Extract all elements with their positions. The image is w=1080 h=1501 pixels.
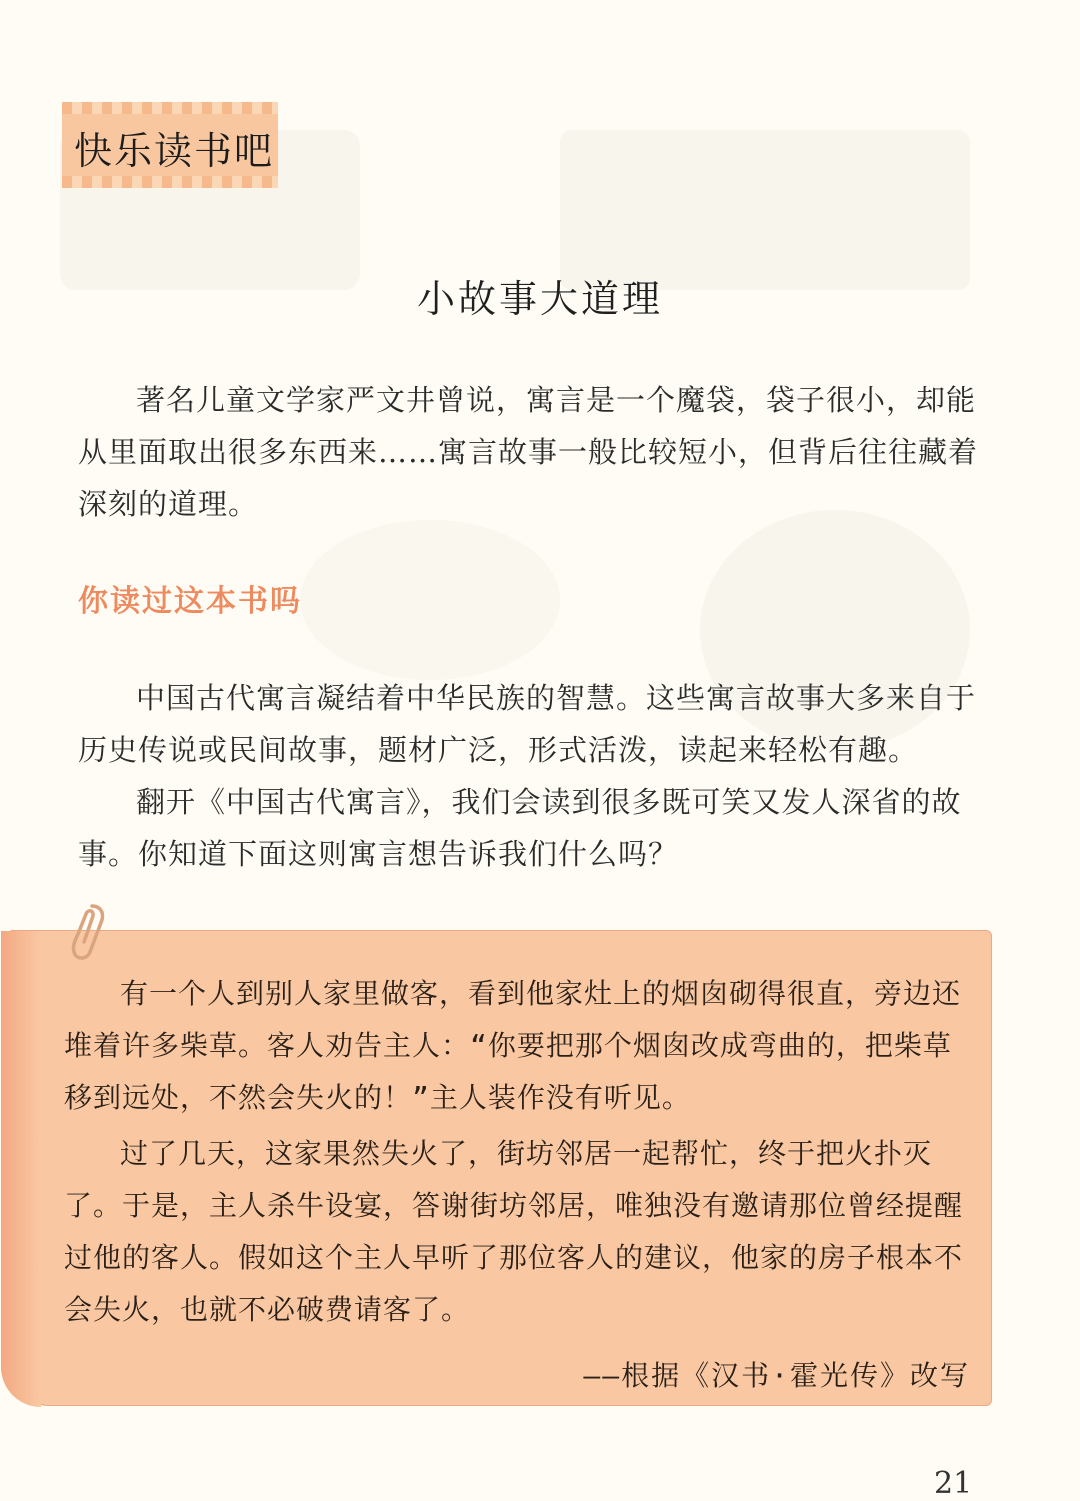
section-label-text: 快乐读书吧 [74, 129, 275, 173]
body-paragraph: 中国古代寓言凝结着中华民族的智慧。这些寓言故事大多来自于历史传说或民间故事，题材广泛，形式活泼，读起来轻松有趣。 [78, 681, 977, 767]
background-decoration [300, 520, 560, 680]
intro-paragraph: 著名儿童文学家严文井曾说，寓言是一个魔袋，袋子很小，却能从里面取出很多东西来……寓言故事一般比较短小，但背后往往藏着深刻的道理。 [78, 383, 979, 521]
story-box-fold [1, 931, 41, 1407]
paperclip-icon [62, 900, 108, 964]
page-title: 小故事大道理 [416, 277, 663, 321]
story-attribution: ——根据《汉书·霍光传》改写 [583, 1359, 970, 1392]
section-label [62, 102, 278, 188]
page-number: 21 [934, 1466, 973, 1501]
body-paragraph: 翻开《中国古代寓言》，我们会读到很多既可笑又发人深省的故事。你知道下面这则寓言想告诉我们什么吗？ [78, 785, 962, 871]
story-paragraph: 过了几天，这家果然失火了，街坊邻居一起帮忙，终于把火扑灭了。于是，主人杀牛设宴，答谢街坊邻居，唯独没有邀请那位曾经提醒过他的客人。假如这个主人早听了那位客人的建议，他家的房子根本不会失火，也就不必破费请客了。 [64, 1137, 964, 1326]
story-paragraph: 有一个人到别人家里做客，看到他家灶上的烟囱砌得很直，旁边还堆着许多柴草。客人劝告主人：“你要把那个烟囱改成弯曲的，把柴草移到远处，不然会失火的！”主人装作没有听见。 [64, 977, 962, 1114]
label-pattern [62, 102, 278, 114]
sub-heading: 你读过这本书吗 [78, 584, 302, 619]
background-decoration [560, 130, 970, 290]
label-pattern [62, 176, 278, 188]
